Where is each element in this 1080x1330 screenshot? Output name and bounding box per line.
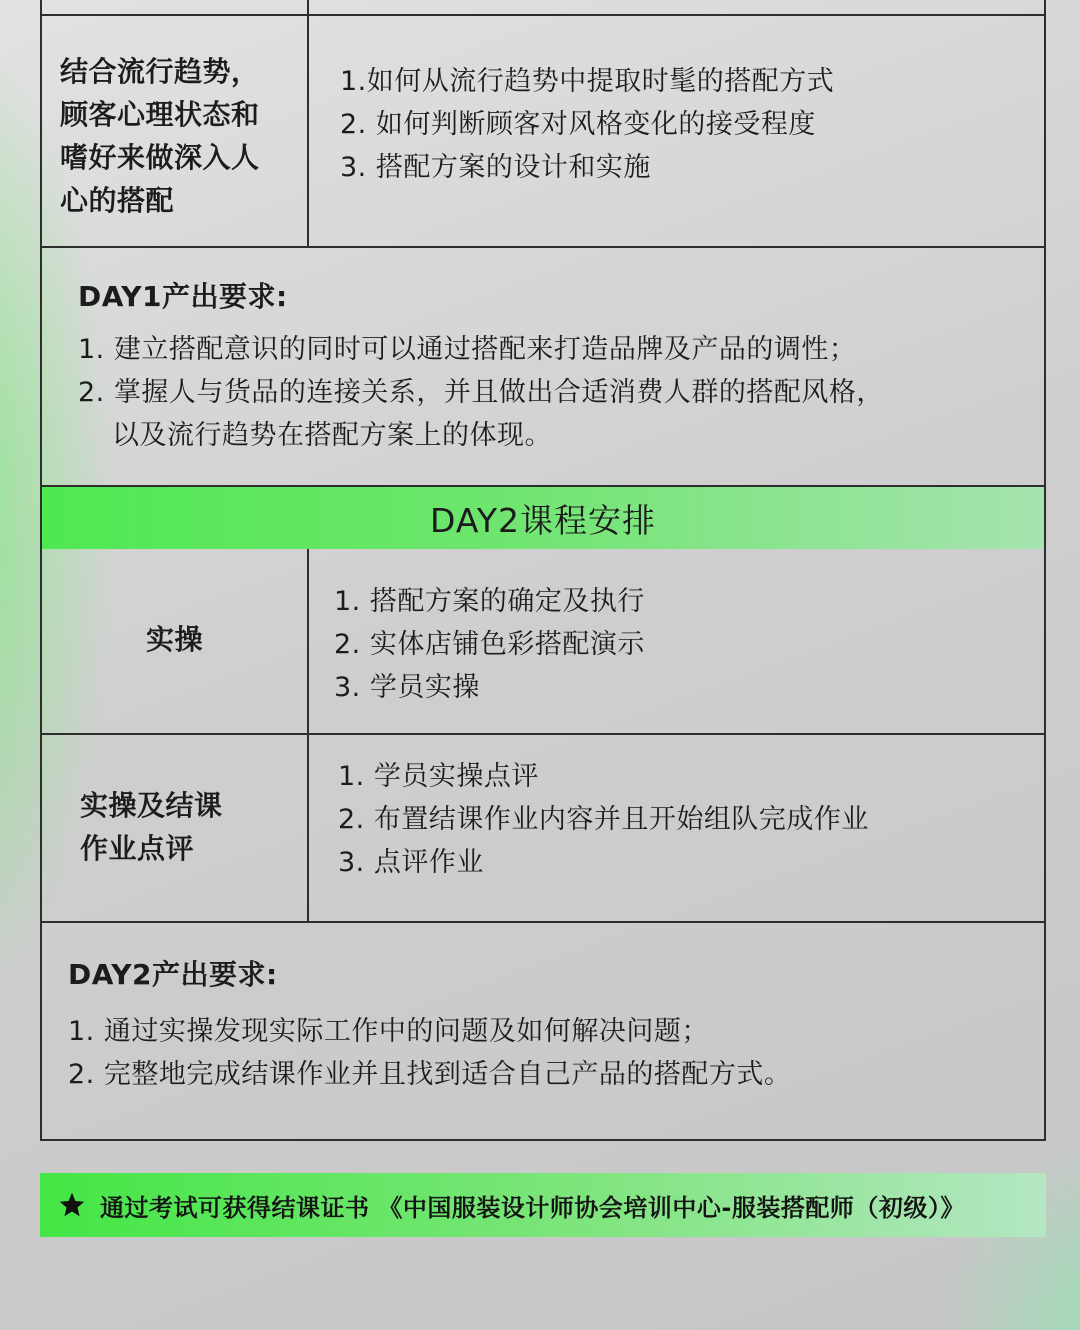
trend-label [60, 50, 260, 222]
list-item: 1. 搭配方案的确定及执行 [334, 586, 645, 617]
review-label [80, 784, 223, 870]
list-item: 2. 实体店铺色彩搭配演示 [334, 629, 645, 660]
trend-label-line: 嗜好来做深入人 [60, 141, 260, 174]
review-items [338, 755, 869, 884]
list-item: 3. 点评作业 [338, 847, 484, 878]
column-divider [307, 549, 309, 735]
list-item: 2. 布置结课作业内容并且开始组队完成作业 [338, 804, 869, 835]
practice-items [334, 580, 645, 709]
row-divider [42, 14, 1044, 16]
list-item: 1. 学员实操点评 [338, 761, 539, 792]
day1-output [78, 275, 884, 457]
trend-items [340, 60, 834, 189]
list-item: 以及流行趋势在搭配方案上的体现。 [112, 420, 552, 451]
list-item: 3. 学员实操 [334, 672, 480, 703]
column-divider [307, 733, 309, 923]
list-item: 2. 掌握人与货品的连接关系，并且做出合适消费人群的搭配风格， [78, 377, 884, 408]
day2-output-title: DAY2产出要求: [68, 958, 278, 991]
row-divider [42, 921, 1044, 923]
row-divider [42, 246, 1044, 248]
certificate-banner [40, 1173, 1046, 1237]
list-item: 1. 建立搭配意识的同时可以通过搭配来打造品牌及产品的调性； [78, 334, 857, 365]
day2-header-band [42, 487, 1044, 549]
course-table [40, 0, 1046, 1141]
review-label-line: 实操及结课 [80, 789, 223, 822]
practice-label: 实操 [145, 623, 203, 656]
column-divider [307, 14, 309, 248]
row-divider [42, 733, 1044, 735]
list-item: 1. 通过实操发现实际工作中的问题及如何解决问题； [68, 1016, 709, 1047]
review-label-line: 作业点评 [80, 832, 195, 865]
list-item: 1.如何从流行趋势中提取时髦的搭配方式 [340, 66, 835, 97]
day2-header-title: DAY2课程安排 [430, 500, 656, 540]
certificate-text: 通过考试可获得结课证书 《中国服装设计师协会培训中心-服装搭配师（初级）》 [100, 1193, 965, 1222]
day2-output [68, 953, 791, 1096]
trend-label-line: 顾客心理状态和 [60, 98, 260, 131]
trend-label-line: 结合流行趋势， [60, 55, 260, 88]
day1-output-title: DAY1产出要求: [78, 280, 288, 313]
star-icon [58, 1191, 86, 1219]
list-item: 2. 完整地完成结课作业并且找到适合自己产品的搭配方式。 [68, 1059, 792, 1090]
trend-label-line: 心的搭配 [60, 184, 175, 217]
list-item: 2. 如何判断顾客对风格变化的接受程度 [340, 109, 816, 140]
list-item: 3. 搭配方案的设计和实施 [340, 152, 651, 183]
